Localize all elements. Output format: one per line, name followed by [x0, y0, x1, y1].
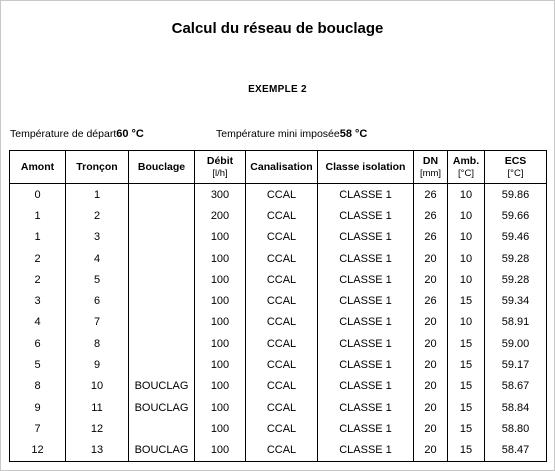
cell-amont: 12 [10, 440, 66, 462]
cell-ecs: 58.91 [485, 312, 547, 333]
header-ecs: ECS [°C] [485, 151, 547, 184]
cell-troncon: 6 [66, 290, 129, 311]
cell-dn: 20 [414, 354, 448, 375]
cell-classe-isolation: CLASSE 1 [318, 354, 414, 375]
cell-classe-isolation: CLASSE 1 [318, 376, 414, 397]
cell-bouclage [129, 290, 195, 311]
cell-classe-isolation: CLASSE 1 [318, 312, 414, 333]
cell-troncon: 3 [66, 227, 129, 248]
cell-troncon: 7 [66, 312, 129, 333]
cell-amont: 8 [10, 376, 66, 397]
cell-dn: 20 [414, 440, 448, 462]
cell-debit: 100 [195, 312, 246, 333]
cell-bouclage [129, 418, 195, 439]
cell-ecs: 58.80 [485, 418, 547, 439]
cell-debit: 300 [195, 184, 246, 206]
header-troncon: Tronçon [66, 151, 129, 184]
header-amont: Amont [10, 151, 66, 184]
header-canalisation: Canalisation [246, 151, 318, 184]
cell-canalisation: CCAL [246, 248, 318, 269]
table-row [10, 184, 547, 206]
cell-amb: 10 [448, 184, 485, 206]
cell-ecs: 59.17 [485, 354, 547, 375]
cell-bouclage: BOUCLAG [129, 440, 195, 462]
cell-canalisation: CCAL [246, 397, 318, 418]
cell-bouclage [129, 354, 195, 375]
cell-amont: 4 [10, 312, 66, 333]
cell-amont: 1 [10, 205, 66, 226]
minimum-temperature-label: Température mini imposée [216, 128, 340, 140]
cell-amb: 15 [448, 290, 485, 311]
table-body [10, 184, 547, 462]
cell-bouclage [129, 184, 195, 206]
cell-troncon: 12 [66, 418, 129, 439]
cell-canalisation: CCAL [246, 312, 318, 333]
table-header-row [10, 151, 547, 184]
cell-dn: 26 [414, 290, 448, 311]
cell-dn: 26 [414, 227, 448, 248]
cell-canalisation: CCAL [246, 184, 318, 206]
header-classe-isolation: Classe isolation [318, 151, 414, 184]
table-row [10, 397, 547, 418]
cell-canalisation: CCAL [246, 290, 318, 311]
cell-bouclage [129, 269, 195, 290]
table-row [10, 312, 547, 333]
cell-amb: 15 [448, 354, 485, 375]
cell-classe-isolation: CLASSE 1 [318, 290, 414, 311]
cell-classe-isolation: CLASSE 1 [318, 333, 414, 354]
cell-classe-isolation: CLASSE 1 [318, 269, 414, 290]
cell-amb: 10 [448, 312, 485, 333]
cell-classe-isolation: CLASSE 1 [318, 397, 414, 418]
cell-debit: 100 [195, 376, 246, 397]
cell-debit: 200 [195, 205, 246, 226]
cell-amb: 15 [448, 376, 485, 397]
cell-debit: 100 [195, 418, 246, 439]
cell-amb: 15 [448, 418, 485, 439]
header-debit: Débit [l/h] [195, 151, 246, 184]
cell-debit: 100 [195, 269, 246, 290]
cell-ecs: 59.66 [485, 205, 547, 226]
cell-troncon: 9 [66, 354, 129, 375]
table-row [10, 248, 547, 269]
example-subtitle: EXEMPLE 2 [248, 84, 307, 95]
cell-amb: 15 [448, 440, 485, 462]
minimum-temperature [216, 128, 367, 140]
cell-bouclage [129, 312, 195, 333]
cell-bouclage [129, 248, 195, 269]
cell-amont: 9 [10, 397, 66, 418]
table-row [10, 376, 547, 397]
cell-dn: 20 [414, 418, 448, 439]
cell-troncon: 1 [66, 184, 129, 206]
cell-ecs: 59.86 [485, 184, 547, 206]
cell-canalisation: CCAL [246, 376, 318, 397]
cell-ecs: 58.47 [485, 440, 547, 462]
table-row [10, 227, 547, 248]
cell-troncon: 10 [66, 376, 129, 397]
cell-ecs: 58.67 [485, 376, 547, 397]
cell-troncon: 8 [66, 333, 129, 354]
cell-ecs: 59.00 [485, 333, 547, 354]
cell-amb: 10 [448, 269, 485, 290]
cell-troncon: 5 [66, 269, 129, 290]
minimum-temperature-value: 58 °C [339, 128, 368, 140]
cell-amb: 10 [448, 205, 485, 226]
cell-amont: 2 [10, 248, 66, 269]
cell-classe-isolation: CLASSE 1 [318, 184, 414, 206]
cell-bouclage [129, 205, 195, 226]
table-row [10, 440, 547, 462]
cell-amb: 10 [448, 227, 485, 248]
cell-debit: 100 [195, 397, 246, 418]
table-row [10, 354, 547, 375]
table-row [10, 269, 547, 290]
loop-network-table [9, 150, 547, 462]
cell-debit: 100 [195, 354, 246, 375]
cell-dn: 26 [414, 205, 448, 226]
cell-dn: 20 [414, 312, 448, 333]
cell-canalisation: CCAL [246, 205, 318, 226]
cell-troncon: 2 [66, 205, 129, 226]
cell-bouclage: BOUCLAG [129, 397, 195, 418]
cell-dn: 20 [414, 397, 448, 418]
cell-debit: 100 [195, 290, 246, 311]
cell-amont: 2 [10, 269, 66, 290]
cell-dn: 20 [414, 269, 448, 290]
cell-debit: 100 [195, 440, 246, 462]
cell-debit: 100 [195, 227, 246, 248]
cell-canalisation: CCAL [246, 418, 318, 439]
table-row [10, 418, 547, 439]
cell-amb: 15 [448, 333, 485, 354]
cell-debit: 100 [195, 248, 246, 269]
cell-bouclage: BOUCLAG [129, 376, 195, 397]
cell-ecs: 58.84 [485, 397, 547, 418]
cell-canalisation: CCAL [246, 333, 318, 354]
cell-ecs: 59.28 [485, 248, 547, 269]
cell-ecs: 59.46 [485, 227, 547, 248]
table-row [10, 205, 547, 226]
departure-temperature-label: Température de départ [10, 128, 117, 140]
cell-canalisation: CCAL [246, 269, 318, 290]
cell-canalisation: CCAL [246, 440, 318, 462]
cell-amont: 3 [10, 290, 66, 311]
cell-troncon: 4 [66, 248, 129, 269]
cell-amont: 1 [10, 227, 66, 248]
cell-debit: 100 [195, 333, 246, 354]
header-bouclage: Bouclage [129, 151, 195, 184]
header-dn: DN [mm] [414, 151, 448, 184]
cell-troncon: 11 [66, 397, 129, 418]
cell-bouclage [129, 333, 195, 354]
cell-ecs: 59.28 [485, 269, 547, 290]
cell-ecs: 59.34 [485, 290, 547, 311]
cell-dn: 20 [414, 248, 448, 269]
cell-classe-isolation: CLASSE 1 [318, 248, 414, 269]
page-title: Calcul du réseau de bouclage [171, 20, 384, 37]
cell-canalisation: CCAL [246, 354, 318, 375]
cell-troncon: 13 [66, 440, 129, 462]
cell-canalisation: CCAL [246, 227, 318, 248]
cell-amont: 7 [10, 418, 66, 439]
cell-dn: 20 [414, 376, 448, 397]
table-row [10, 290, 547, 311]
header-amb: Amb. [°C] [448, 151, 485, 184]
departure-temperature [10, 128, 144, 140]
cell-amb: 10 [448, 248, 485, 269]
cell-classe-isolation: CLASSE 1 [318, 440, 414, 462]
departure-temperature-value: 60 °C [116, 128, 144, 140]
cell-classe-isolation: CLASSE 1 [318, 205, 414, 226]
cell-dn: 26 [414, 184, 448, 206]
cell-amont: 5 [10, 354, 66, 375]
cell-amont: 6 [10, 333, 66, 354]
cell-classe-isolation: CLASSE 1 [318, 418, 414, 439]
cell-amont: 0 [10, 184, 66, 206]
cell-classe-isolation: CLASSE 1 [318, 227, 414, 248]
cell-bouclage [129, 227, 195, 248]
table-row [10, 333, 547, 354]
cell-amb: 15 [448, 397, 485, 418]
cell-dn: 20 [414, 333, 448, 354]
